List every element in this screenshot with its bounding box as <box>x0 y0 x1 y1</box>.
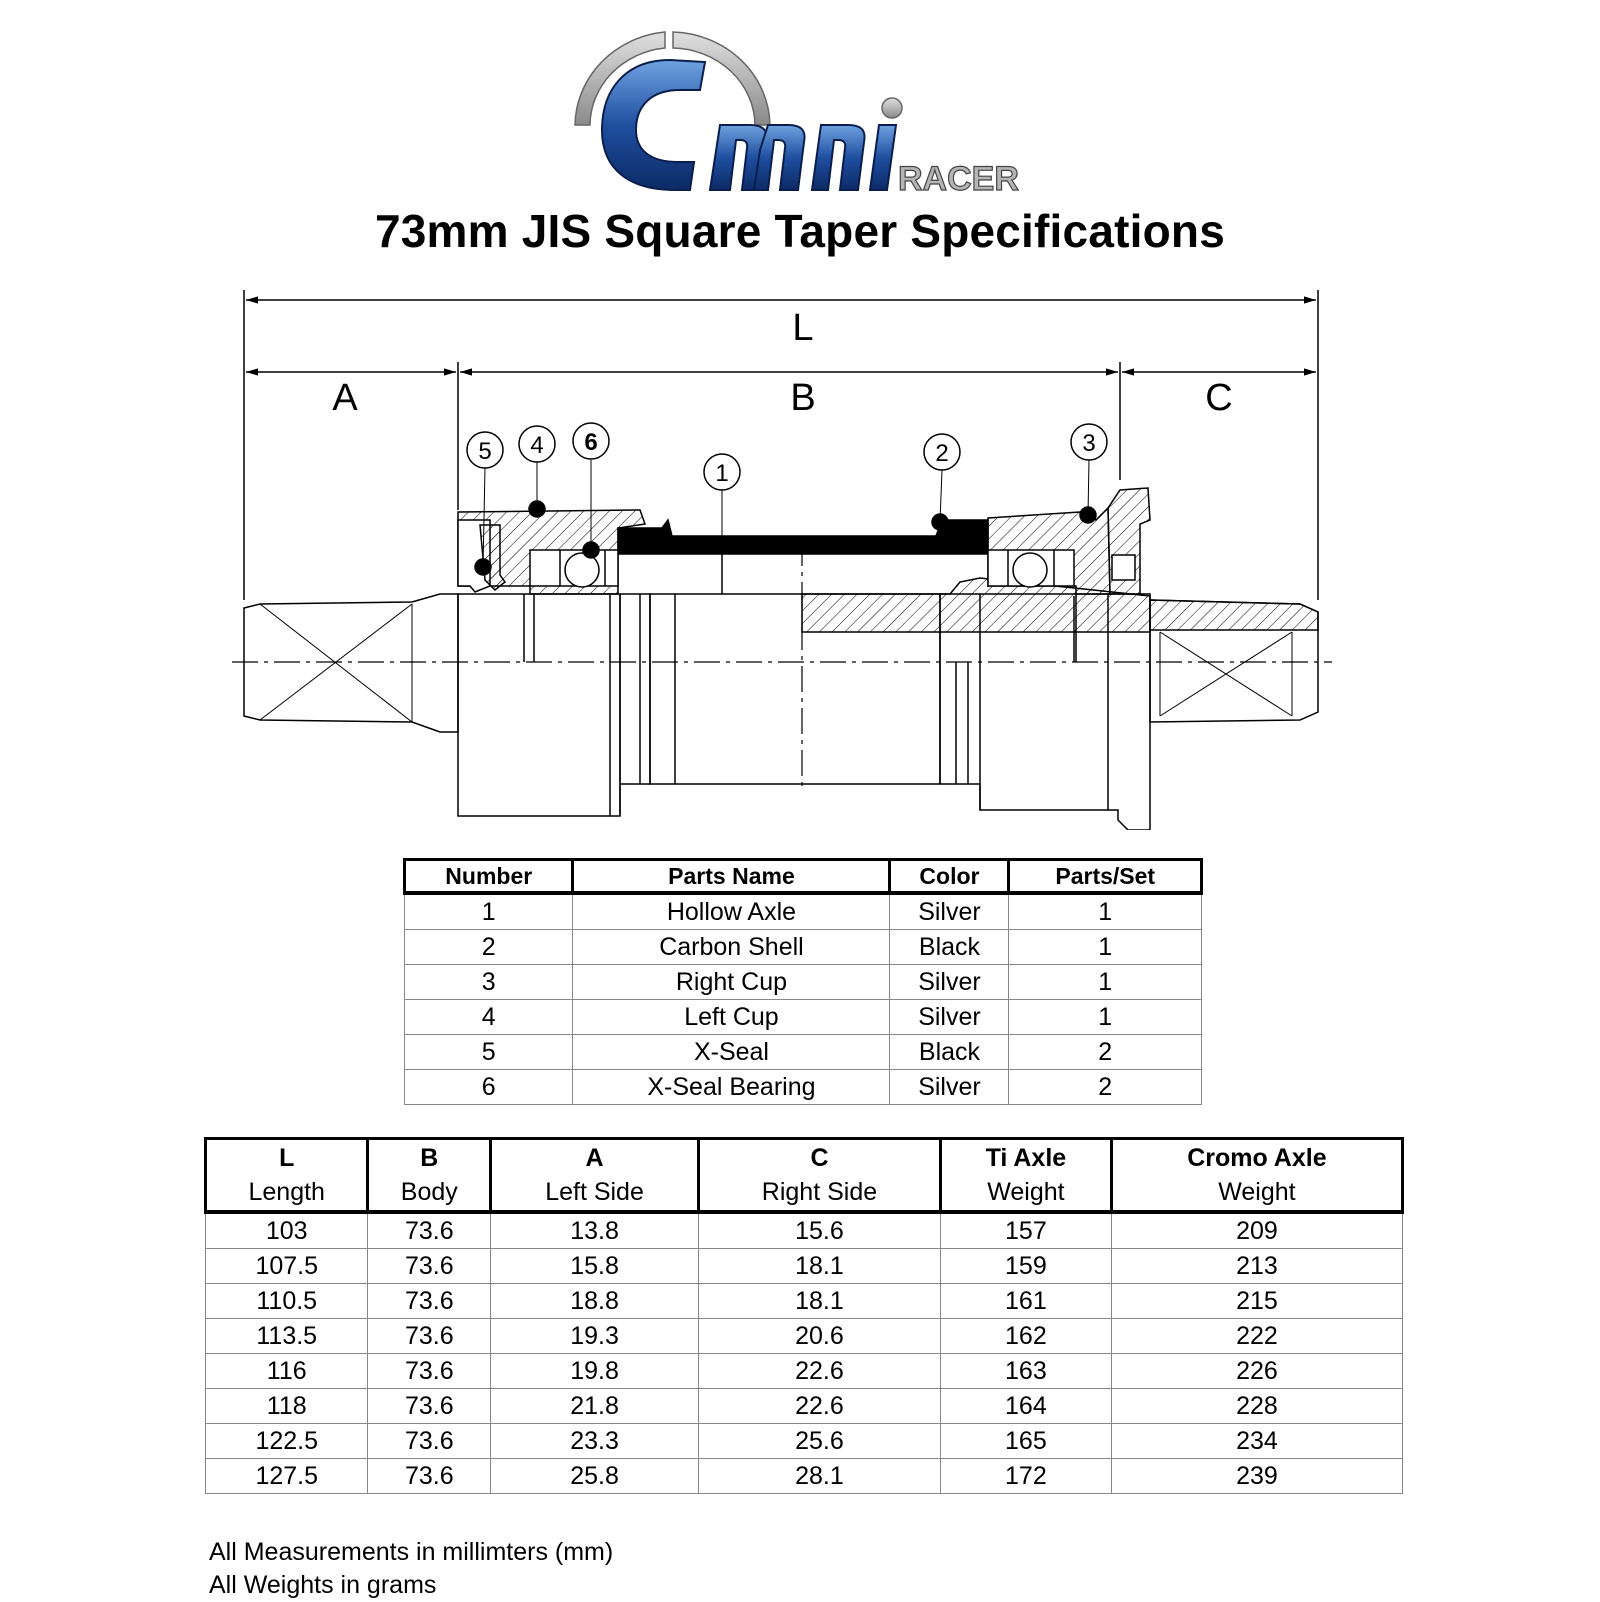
spec-cell: 209 <box>1111 1212 1402 1249</box>
notes <box>209 1536 613 1602</box>
spec-cell: 73.6 <box>368 1212 491 1249</box>
spec-cell: 73.6 <box>368 1389 491 1424</box>
parts-table-body <box>405 893 1202 1105</box>
spec-cell: 73.6 <box>368 1249 491 1284</box>
spec-cell: 162 <box>940 1319 1111 1354</box>
part-number: 6 <box>405 1070 573 1105</box>
spec-cell: 25.6 <box>698 1424 940 1459</box>
callout-label-4: 4 <box>530 432 544 459</box>
callout-label-6: 6 <box>584 429 598 456</box>
spec-table-row <box>206 1459 1403 1494</box>
spec-header-cell <box>1111 1139 1402 1213</box>
spec-header-title: A <box>585 1144 604 1172</box>
part-name: Left Cup <box>573 1000 890 1035</box>
left-spindle-taper <box>244 594 458 732</box>
spec-header-title: C <box>810 1144 829 1172</box>
callout-label-2: 2 <box>935 440 949 467</box>
spec-header-subtitle: Length <box>248 1178 325 1206</box>
parts-header-color: Color <box>890 860 1009 894</box>
part-color: Black <box>890 1035 1009 1070</box>
part-quantity: 2 <box>1009 1035 1202 1070</box>
part-number: 5 <box>405 1035 573 1070</box>
note-measurements: All Measurements in millimters (mm) <box>209 1538 614 1566</box>
spec-cell: 15.8 <box>491 1249 699 1284</box>
logo-letter-i <box>870 125 896 190</box>
spec-cell: 226 <box>1111 1354 1402 1389</box>
spec-cell: 118 <box>206 1389 368 1424</box>
spec-cell: 163 <box>940 1354 1111 1389</box>
spec-cell: 19.3 <box>491 1319 699 1354</box>
spec-header-title: L <box>279 1144 295 1172</box>
callout-label-3: 3 <box>1082 430 1096 457</box>
note-weights: All Weights in grams <box>209 1571 437 1599</box>
spec-cell: 113.5 <box>206 1319 368 1354</box>
part-name: X-Seal <box>573 1035 890 1070</box>
spec-cell: 213 <box>1111 1249 1402 1284</box>
spec-cell: 107.5 <box>206 1249 368 1284</box>
spec-cell: 172 <box>940 1459 1111 1494</box>
part-color: Silver <box>890 965 1009 1000</box>
dimension-label-b: B <box>790 377 816 419</box>
spec-table-row <box>206 1319 1403 1354</box>
spec-header-cell <box>368 1139 491 1213</box>
spec-header-title: Ti Axle <box>985 1144 1067 1172</box>
bottom-bracket-cross-section-diagram <box>0 270 1600 830</box>
part-name: Right Cup <box>573 965 890 1000</box>
parts-table-row <box>405 965 1202 1000</box>
spec-cell: 25.8 <box>491 1459 699 1494</box>
spec-cell: 22.6 <box>698 1354 940 1389</box>
spec-cell: 28.1 <box>698 1459 940 1494</box>
part-name: X-Seal Bearing <box>573 1070 890 1105</box>
spec-cell: 164 <box>940 1389 1111 1424</box>
parts-table-row <box>405 1000 1202 1035</box>
spec-cell: 73.6 <box>368 1424 491 1459</box>
spec-cell: 127.5 <box>206 1459 368 1494</box>
spec-header-cell <box>491 1139 699 1213</box>
spec-header-subtitle: Right Side <box>761 1178 878 1206</box>
left-shell-body <box>620 594 650 784</box>
spec-table-row <box>206 1424 1403 1459</box>
spec-header-subtitle: Weight <box>987 1178 1065 1206</box>
specifications-table <box>204 1137 1404 1494</box>
dimension-label-l: L <box>792 307 814 349</box>
part-number: 3 <box>405 965 573 1000</box>
spec-cell: 15.6 <box>698 1212 940 1249</box>
spec-cell: 13.8 <box>491 1212 699 1249</box>
spec-cell: 73.6 <box>368 1319 491 1354</box>
spec-header-cell <box>940 1139 1111 1213</box>
logo-blue-o <box>602 60 705 190</box>
part-name: Hollow Axle <box>573 893 890 930</box>
spec-cell: 103 <box>206 1212 368 1249</box>
spec-cell: 228 <box>1111 1389 1402 1424</box>
part-quantity: 1 <box>1009 930 1202 965</box>
spec-cell: 234 <box>1111 1424 1402 1459</box>
part-color: Black <box>890 930 1009 965</box>
page-title: 73mm JIS Square Taper Specifications <box>374 205 1225 257</box>
callout-label-5: 5 <box>478 438 492 465</box>
spec-cell: 19.8 <box>491 1354 699 1389</box>
spec-table-header-row <box>206 1139 1403 1213</box>
spec-cell: 122.5 <box>206 1424 368 1459</box>
spec-table-body <box>206 1212 1403 1494</box>
spec-table-row <box>206 1249 1403 1284</box>
part-quantity: 1 <box>1009 1000 1202 1035</box>
part-quantity: 1 <box>1009 965 1202 1000</box>
part-color: Silver <box>890 1000 1009 1035</box>
part-quantity: 2 <box>1009 1070 1202 1105</box>
part-name: Carbon Shell <box>573 930 890 965</box>
parts-table-row <box>405 1035 1202 1070</box>
part-quantity: 1 <box>1009 893 1202 930</box>
spec-table-row <box>206 1354 1403 1389</box>
spec-header-title: B <box>420 1144 439 1172</box>
spec-table-row <box>206 1212 1403 1249</box>
spec-cell: 239 <box>1111 1459 1402 1494</box>
spec-header-subtitle: Body <box>400 1178 458 1206</box>
spec-header-subtitle: Weight <box>1218 1178 1296 1206</box>
spec-cell: 18.1 <box>698 1249 940 1284</box>
spec-cell: 73.6 <box>368 1459 491 1494</box>
spec-table-row <box>206 1284 1403 1319</box>
spec-cell: 23.3 <box>491 1424 699 1459</box>
parts-header-per-set: Parts/Set <box>1009 860 1202 894</box>
spec-table-row <box>206 1389 1403 1424</box>
spec-cell: 157 <box>940 1212 1111 1249</box>
callout-label-1: 1 <box>715 460 729 487</box>
parts-table-header-row <box>405 860 1202 894</box>
spec-cell: 215 <box>1111 1284 1402 1319</box>
spec-header-title: Cromo Axle <box>1187 1144 1327 1172</box>
parts-header-number: Number <box>405 860 573 894</box>
parts-table-row <box>405 930 1202 965</box>
dimension-label-c: C <box>1205 377 1233 419</box>
spec-cell: 161 <box>940 1284 1111 1319</box>
spec-header-cell <box>206 1139 368 1213</box>
parts-table-row <box>405 1070 1202 1105</box>
spec-cell: 222 <box>1111 1319 1402 1354</box>
spec-cell: 22.6 <box>698 1389 940 1424</box>
logo-letter-n <box>812 125 865 190</box>
part-number: 1 <box>405 893 573 930</box>
spec-cell: 21.8 <box>491 1389 699 1424</box>
omni-racer-logo <box>570 30 1030 200</box>
spec-cell: 165 <box>940 1424 1111 1459</box>
spec-header-cell <box>698 1139 940 1213</box>
spec-header-subtitle: Left Side <box>545 1178 644 1206</box>
spec-cell: 116 <box>206 1354 368 1389</box>
spec-cell: 159 <box>940 1249 1111 1284</box>
dimension-label-a: A <box>332 377 358 419</box>
logo-i-dot <box>882 98 902 118</box>
spec-cell: 110.5 <box>206 1284 368 1319</box>
spec-cell: 18.8 <box>491 1284 699 1319</box>
part-color: Silver <box>890 893 1009 930</box>
parts-header-name: Parts Name <box>573 860 890 894</box>
spec-cell: 18.1 <box>698 1284 940 1319</box>
part-color: Silver <box>890 1070 1009 1105</box>
spec-cell: 20.6 <box>698 1319 940 1354</box>
part-number: 2 <box>405 930 573 965</box>
part-number: 4 <box>405 1000 573 1035</box>
parts-table <box>403 858 1203 1105</box>
left-cup-body <box>458 594 620 816</box>
parts-table-row <box>405 893 1202 930</box>
logo-racer-text: RACER <box>898 160 1019 198</box>
spec-cell: 73.6 <box>368 1354 491 1389</box>
spec-cell: 73.6 <box>368 1284 491 1319</box>
